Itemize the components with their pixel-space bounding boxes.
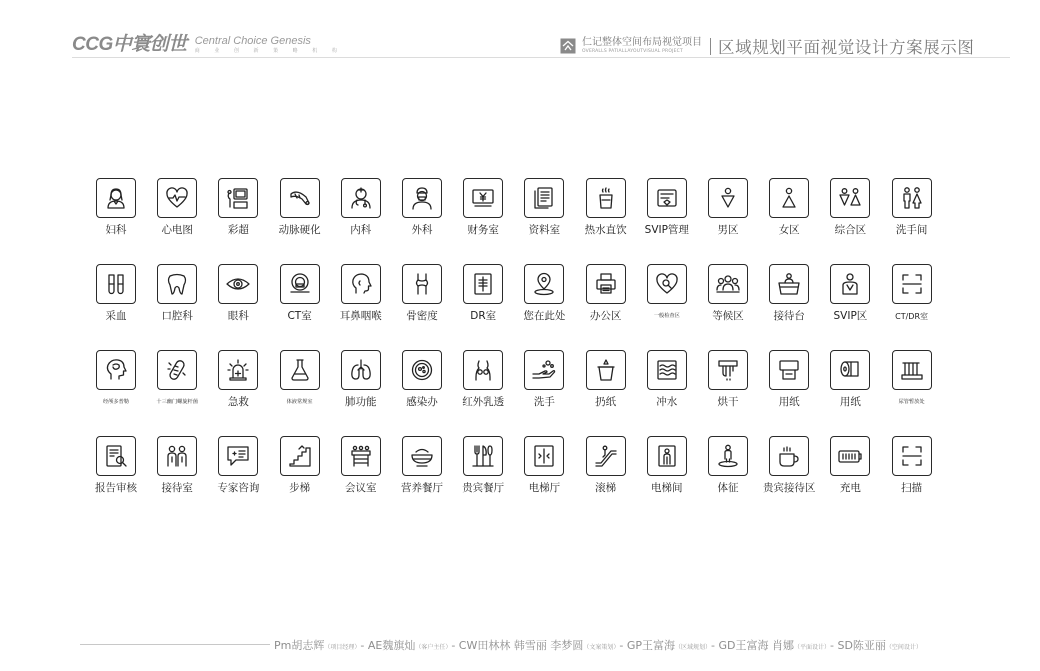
icon-label: 内科 xyxy=(350,224,372,236)
icon-box xyxy=(463,178,503,218)
icon-label: 急救 xyxy=(227,396,249,408)
coffee-cup-icon xyxy=(776,443,802,469)
icon-box xyxy=(647,436,687,476)
icon-tile xyxy=(636,264,698,323)
icon-tile xyxy=(330,264,392,323)
credit-role: （文案策划） xyxy=(583,644,620,651)
icon-tile xyxy=(697,264,759,323)
icon-tile xyxy=(269,178,331,237)
icon-box xyxy=(830,178,870,218)
water-waves-icon xyxy=(654,357,680,383)
virus-petri-icon xyxy=(409,357,435,383)
scan-frame-icon xyxy=(899,443,925,469)
meeting-table-icon xyxy=(348,443,374,469)
icon-box xyxy=(892,264,932,304)
icon-box xyxy=(280,178,320,218)
sample-tubes-icon xyxy=(899,357,925,383)
icon-box xyxy=(892,436,932,476)
bacteria-icon xyxy=(164,357,190,383)
icon-row xyxy=(96,264,976,344)
icon-box xyxy=(218,436,258,476)
icon-label: 女区 xyxy=(778,224,800,236)
icon-box xyxy=(96,264,136,304)
icon-label: 骨密度 xyxy=(406,310,438,322)
icon-box xyxy=(402,178,442,218)
stairs-icon xyxy=(287,443,313,469)
icon-tile xyxy=(146,264,208,323)
unisex-symbol-icon xyxy=(837,185,863,211)
project-name-en: OVERALLS PATIALLAYOUTVISUAL PROJECT xyxy=(582,49,683,54)
icon-tile xyxy=(758,436,820,495)
icon-box xyxy=(586,264,626,304)
project-name-cn: 仁记整体空间布局视觉项目 xyxy=(582,37,702,48)
ct-scanner-icon xyxy=(287,271,313,297)
icon-box xyxy=(647,178,687,218)
icon-tile xyxy=(513,350,575,409)
icon-tile xyxy=(881,436,943,495)
icon-box xyxy=(218,264,258,304)
icon-box xyxy=(524,350,564,390)
icon-tile xyxy=(146,350,208,409)
icon-row xyxy=(96,178,976,258)
icon-label: DR室 xyxy=(470,310,497,322)
icon-tile xyxy=(881,350,943,409)
icon-box xyxy=(463,264,503,304)
header-rule xyxy=(72,57,1010,58)
two-people-icon xyxy=(164,443,190,469)
credit-role: （项目经理） xyxy=(324,644,361,651)
battery-icon xyxy=(837,443,863,469)
icon-box xyxy=(708,436,748,476)
credit-name: Pm胡志辉 xyxy=(274,639,325,652)
icon-label: 您在此处 xyxy=(523,310,566,322)
icon-tile xyxy=(85,178,147,237)
icon-tile xyxy=(575,264,637,323)
female-symbol-icon xyxy=(776,185,802,211)
icon-box xyxy=(647,350,687,390)
icon-label: 热水直饮 xyxy=(584,224,627,236)
surgeon-icon xyxy=(409,185,435,211)
icon-tile xyxy=(819,436,881,495)
company-logo xyxy=(72,35,343,55)
credit-role: （客户主任） xyxy=(415,644,452,651)
printer-icon xyxy=(593,271,619,297)
icon-label: 接待台 xyxy=(773,310,805,322)
icon-tile xyxy=(636,436,698,495)
xray-film-icon xyxy=(470,271,496,297)
icon-box xyxy=(157,350,197,390)
icon-box xyxy=(463,436,503,476)
icon-tile xyxy=(269,436,331,495)
icon-box xyxy=(708,350,748,390)
female-doctor-icon xyxy=(103,185,129,211)
icon-tile xyxy=(513,436,575,495)
vip-person-icon xyxy=(837,271,863,297)
icon-box xyxy=(96,350,136,390)
escalator-icon xyxy=(593,443,619,469)
male-symbol-icon xyxy=(715,185,741,211)
icon-label: 电梯厅 xyxy=(528,482,561,494)
icon-box xyxy=(769,436,809,476)
icon-label: 体征 xyxy=(717,482,739,494)
icon-box xyxy=(586,178,626,218)
icon-tile xyxy=(330,178,392,237)
logo-tagline: 商 业 创 新 策 略 机 构 xyxy=(194,48,344,54)
female-torso-icon xyxy=(470,357,496,383)
icon-label: 充电 xyxy=(839,482,861,494)
icon-label: 一般检查区 xyxy=(653,313,680,319)
icon-label: 尿管暂放处 xyxy=(898,399,925,405)
icon-box xyxy=(586,350,626,390)
icon-box xyxy=(280,264,320,304)
icon-box xyxy=(157,264,197,304)
ultrasound-machine-icon xyxy=(225,185,251,211)
icon-label: SVIP管理 xyxy=(644,224,689,236)
icon-tile xyxy=(697,436,759,495)
logo-english-name: Central Choice Genesis xyxy=(194,35,311,47)
header-divider xyxy=(710,38,711,55)
icon-tile xyxy=(452,264,514,323)
icon-box xyxy=(769,264,809,304)
icon-box xyxy=(402,350,442,390)
icon-label: 冲水 xyxy=(656,396,678,408)
vip-card-icon xyxy=(654,185,680,211)
icon-box xyxy=(524,178,564,218)
icon-box xyxy=(892,178,932,218)
map-pin-icon xyxy=(531,271,557,297)
icon-box xyxy=(218,178,258,218)
icon-label: 感染办 xyxy=(406,396,438,408)
icon-tile xyxy=(697,350,759,409)
icon-label: 眼科 xyxy=(227,310,249,322)
icon-label: 贵宾餐厅 xyxy=(462,482,505,494)
icon-tile xyxy=(330,436,392,495)
icon-label: 男区 xyxy=(717,224,739,236)
icon-tile xyxy=(513,178,575,237)
icon-box xyxy=(830,264,870,304)
icon-row xyxy=(96,350,976,430)
icon-box xyxy=(647,264,687,304)
icon-label: CT/DR室 xyxy=(895,312,929,321)
icon-box xyxy=(708,264,748,304)
toilet-roll-icon xyxy=(837,357,863,383)
icon-tile xyxy=(819,350,881,409)
icon-tile xyxy=(452,178,514,237)
icon-label: 彩超 xyxy=(227,224,249,236)
icon-tile xyxy=(819,178,881,237)
icon-label: 口腔科 xyxy=(161,310,193,322)
icon-box xyxy=(157,178,197,218)
brain-head-icon xyxy=(103,357,129,383)
trash-bin-icon xyxy=(593,357,619,383)
icon-tile xyxy=(207,436,269,495)
icon-box xyxy=(280,350,320,390)
eye-icon xyxy=(225,271,251,297)
icon-label: 接待室 xyxy=(161,482,193,494)
icon-tile xyxy=(269,264,331,323)
icon-tile xyxy=(85,264,147,323)
icon-label: 报告审核 xyxy=(95,482,137,494)
icon-tile xyxy=(207,264,269,323)
credit-name: - CW田林林 韩雪丽 李梦圆 xyxy=(451,639,584,652)
body-scale-icon xyxy=(715,443,741,469)
icon-tile xyxy=(575,178,637,237)
icon-tile xyxy=(513,264,575,323)
test-tubes-icon xyxy=(103,271,129,297)
icon-box xyxy=(830,436,870,476)
icon-tile xyxy=(881,264,943,323)
icon-box xyxy=(341,436,381,476)
lungs-icon xyxy=(348,357,374,383)
icon-label: 红外乳透 xyxy=(462,396,505,408)
icon-box xyxy=(341,264,381,304)
icon-tile xyxy=(85,350,147,409)
icon-label: 办公区 xyxy=(589,310,622,322)
icon-label: 采血 xyxy=(105,310,127,322)
doctor-stethoscope-icon xyxy=(348,185,374,211)
icon-tile xyxy=(391,350,453,409)
icon-tile xyxy=(452,436,514,495)
icon-box xyxy=(524,436,564,476)
icon-label: 烘干 xyxy=(717,396,739,408)
icon-tile xyxy=(636,350,698,409)
food-bowl-icon xyxy=(409,443,435,469)
icon-box xyxy=(96,178,136,218)
icon-label: 用纸 xyxy=(839,396,861,408)
hand-wash-icon xyxy=(531,357,557,383)
icon-label: 外科 xyxy=(411,224,433,236)
footer-rule xyxy=(80,644,270,645)
project-header xyxy=(560,34,975,58)
report-search-icon xyxy=(103,443,129,469)
credits-line xyxy=(274,637,922,653)
icon-tile xyxy=(207,350,269,409)
icon-tile xyxy=(819,264,881,323)
icon-box xyxy=(218,350,258,390)
icon-tile xyxy=(146,178,208,237)
icon-box xyxy=(96,436,136,476)
emergency-light-icon xyxy=(225,357,251,383)
icon-label: 肺功能 xyxy=(345,396,377,408)
credit-name: - GD王富海 肖娜 xyxy=(711,639,794,652)
icon-box xyxy=(586,436,626,476)
paper-dispenser-icon xyxy=(776,357,802,383)
credit-name: - SD陈亚丽 xyxy=(830,639,886,652)
icon-box xyxy=(769,178,809,218)
icon-label: 耳鼻咽喉 xyxy=(339,310,382,322)
icon-tile xyxy=(391,264,453,323)
icon-tile xyxy=(758,350,820,409)
elevator-doors-icon xyxy=(531,443,557,469)
hot-water-cup-icon xyxy=(593,185,619,211)
project-logo-icon xyxy=(560,38,576,54)
credit-name: - AE魏旗灿 xyxy=(360,639,416,652)
icon-tile xyxy=(636,178,698,237)
icon-label: 洗手 xyxy=(533,396,555,408)
logo-mark: CCG中寰创世 xyxy=(72,34,187,55)
icon-label: 贵宾接待区 xyxy=(762,482,816,494)
icon-tile xyxy=(575,350,637,409)
cutlery-icon xyxy=(470,443,496,469)
icon-tile xyxy=(452,350,514,409)
icon-tile xyxy=(391,178,453,237)
icon-tile xyxy=(758,178,820,237)
icon-label: 扫描 xyxy=(901,482,923,494)
heart-pulse-icon xyxy=(164,185,190,211)
documents-icon xyxy=(531,185,557,211)
icon-box xyxy=(524,264,564,304)
ent-head-icon xyxy=(348,271,374,297)
hand-dryer-icon xyxy=(715,357,741,383)
icon-tile xyxy=(697,178,759,237)
lab-flask-icon xyxy=(287,357,313,383)
credit-role: （平面设计） xyxy=(793,644,830,651)
icon-tile xyxy=(575,436,637,495)
credit-role: （空间设计） xyxy=(885,644,922,651)
icon-box xyxy=(402,264,442,304)
page-title: 区域规划平面视觉设计方案展示图 xyxy=(718,38,975,57)
icon-label: 会议室 xyxy=(345,482,377,494)
icon-label: 步梯 xyxy=(289,482,311,494)
icon-label: 妇科 xyxy=(105,224,127,236)
tooth-icon xyxy=(164,271,190,297)
icon-label: 洗手间 xyxy=(895,224,928,236)
icon-tile xyxy=(85,436,147,495)
credit-name: - GP王富海 xyxy=(619,639,675,652)
icon-box xyxy=(402,436,442,476)
icon-box xyxy=(708,178,748,218)
icon-label: 电梯间 xyxy=(651,482,683,494)
elevator-person-icon xyxy=(654,443,680,469)
icon-label: 扔纸 xyxy=(595,396,617,408)
icon-box xyxy=(463,350,503,390)
yen-cash-icon xyxy=(470,185,496,211)
icon-box xyxy=(341,178,381,218)
icon-label: 用纸 xyxy=(778,396,800,408)
chat-bubble-icon xyxy=(225,443,251,469)
icon-label: 专家咨询 xyxy=(217,482,260,494)
reception-desk-icon xyxy=(776,271,802,297)
icon-box xyxy=(769,350,809,390)
icon-box xyxy=(830,350,870,390)
icon-label: 营养餐厅 xyxy=(401,482,443,494)
icon-tile xyxy=(391,436,453,495)
icon-row xyxy=(96,436,976,516)
icon-label: 心电图 xyxy=(161,224,193,236)
icon-label: 体液常规室 xyxy=(286,399,313,405)
icon-box xyxy=(280,436,320,476)
icon-label: 等候区 xyxy=(712,310,744,322)
icon-box xyxy=(892,350,932,390)
credit-role: （区域规划） xyxy=(675,644,712,651)
heart-search-icon xyxy=(654,271,680,297)
icon-box xyxy=(341,350,381,390)
restroom-icon xyxy=(899,185,925,211)
icon-label: SVIP区 xyxy=(833,310,868,322)
icon-label: 滚梯 xyxy=(595,482,617,494)
icon-tile xyxy=(330,350,392,409)
scan-frame-icon xyxy=(899,271,925,297)
icon-box xyxy=(157,436,197,476)
icon-label: 财务室 xyxy=(467,224,499,236)
icon-label: CT室 xyxy=(287,310,312,322)
icon-label: 资料室 xyxy=(528,224,561,236)
icon-tile xyxy=(881,178,943,237)
icon-label: 十三幽门螺旋杆菌 xyxy=(156,399,198,405)
icon-label: 动脉硬化 xyxy=(278,224,321,236)
icon-tile xyxy=(207,178,269,237)
icon-label: 综合区 xyxy=(834,224,867,236)
icon-label: 经颅多普勒 xyxy=(103,399,129,405)
artery-clamp-icon xyxy=(287,185,313,211)
people-group-icon xyxy=(715,271,741,297)
icon-tile xyxy=(269,350,331,409)
bone-joint-icon xyxy=(409,271,435,297)
icon-tile xyxy=(146,436,208,495)
icon-tile xyxy=(758,264,820,323)
